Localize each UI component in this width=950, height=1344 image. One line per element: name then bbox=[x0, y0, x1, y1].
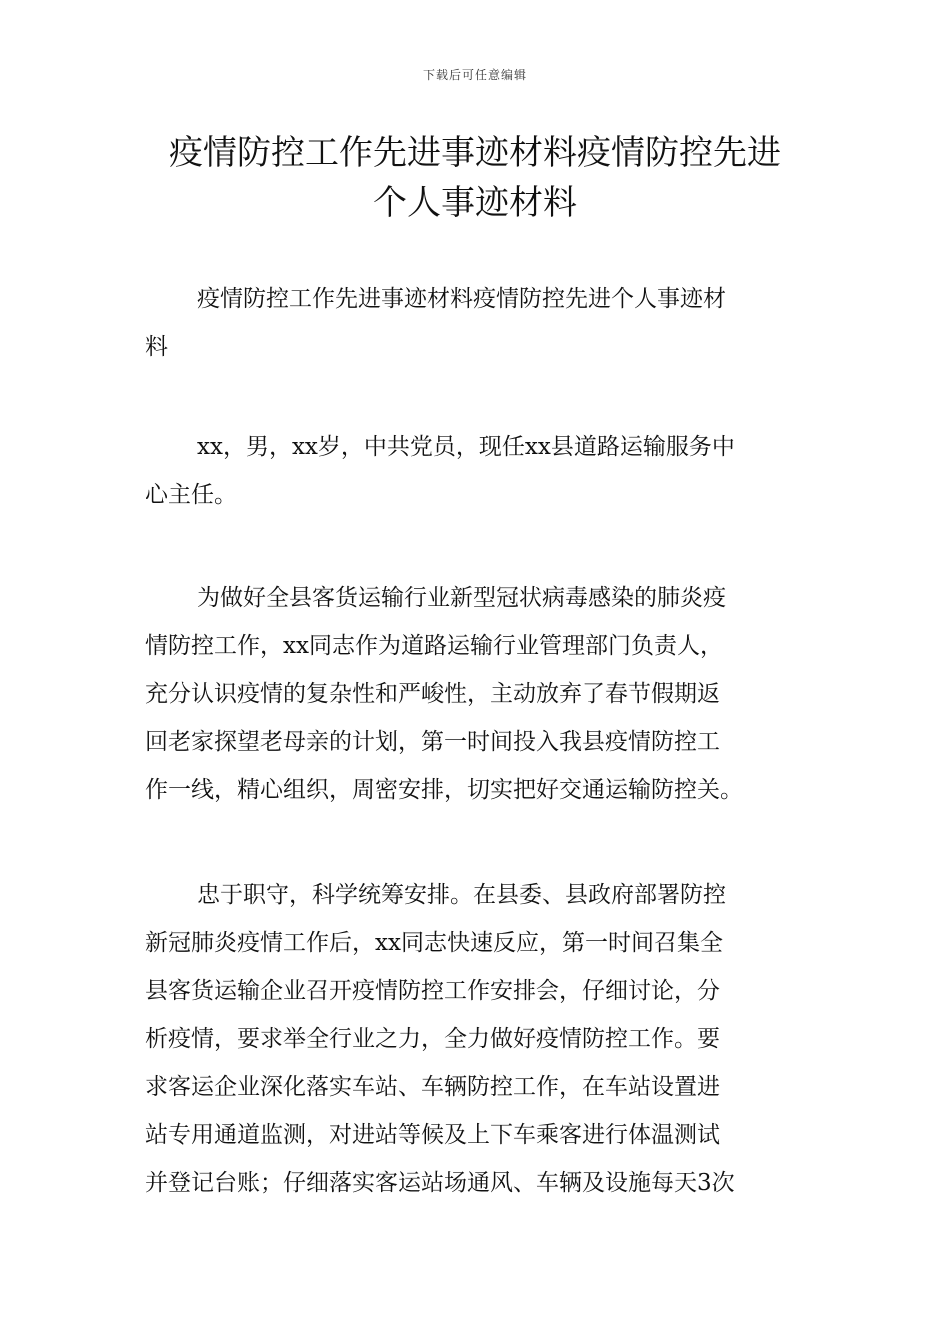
paragraph-line: 疫情防控工作先进事迹材料疫情防控先进个人事迹材 bbox=[197, 286, 726, 312]
paragraph-line: 料 bbox=[145, 334, 168, 360]
paragraph-line: 析疫情，要求举全行业之力，全力做好疫情防控工作。要 bbox=[145, 1026, 720, 1052]
paragraph-line: 忠于职守，科学统筹安排。在县委、县政府部署防控 bbox=[197, 882, 726, 908]
paragraph-line: 为做好全县客货运输行业新型冠状病毒感染的肺炎疫 bbox=[197, 585, 726, 611]
title-line: 个人事迹材料 bbox=[373, 183, 577, 223]
paragraph-duties bbox=[145, 871, 810, 1207]
paragraph-background bbox=[145, 574, 810, 814]
paragraph-line: 站专用通道监测，对进站等候及上下车乘客进行体温测试 bbox=[145, 1122, 720, 1148]
paragraph-line: xx，男，xx岁，中共党员，现任xx县道路运输服务中 bbox=[197, 434, 735, 460]
paragraph-line: 作一线，精心组织，周密安排，切实把好交通运输防控关。 bbox=[145, 777, 743, 803]
paragraph-line: 心主任。 bbox=[145, 482, 237, 508]
paragraph-line: 新冠肺炎疫情工作后，xx同志快速反应，第一时间召集全 bbox=[145, 930, 723, 956]
document-title bbox=[140, 128, 810, 228]
paragraph-line: 县客货运输企业召开疫情防控工作安排会，仔细讨论，分 bbox=[145, 978, 720, 1004]
title-line: 疫情防控工作先进事迹材料疫情防控先进 bbox=[169, 133, 781, 173]
paragraph-line: 并登记台账；仔细落实客运站场通风、车辆及设施每天3次 bbox=[145, 1170, 735, 1196]
paragraph-line: 求客运企业深化落实车站、车辆防控工作，在车站设置进 bbox=[145, 1074, 720, 1100]
paragraph-line: 情防控工作，xx同志作为道路运输行业管理部门负责人， bbox=[145, 633, 723, 659]
paragraph-profile bbox=[145, 423, 810, 519]
header-note: 下载后可任意编辑 bbox=[422, 68, 527, 82]
paragraph-intro bbox=[145, 275, 810, 371]
paragraph-line: 充分认识疫情的复杂性和严峻性，主动放弃了春节假期返 bbox=[145, 681, 720, 707]
paragraph-line: 回老家探望老母亲的计划，第一时间投入我县疫情防控工 bbox=[145, 729, 720, 755]
